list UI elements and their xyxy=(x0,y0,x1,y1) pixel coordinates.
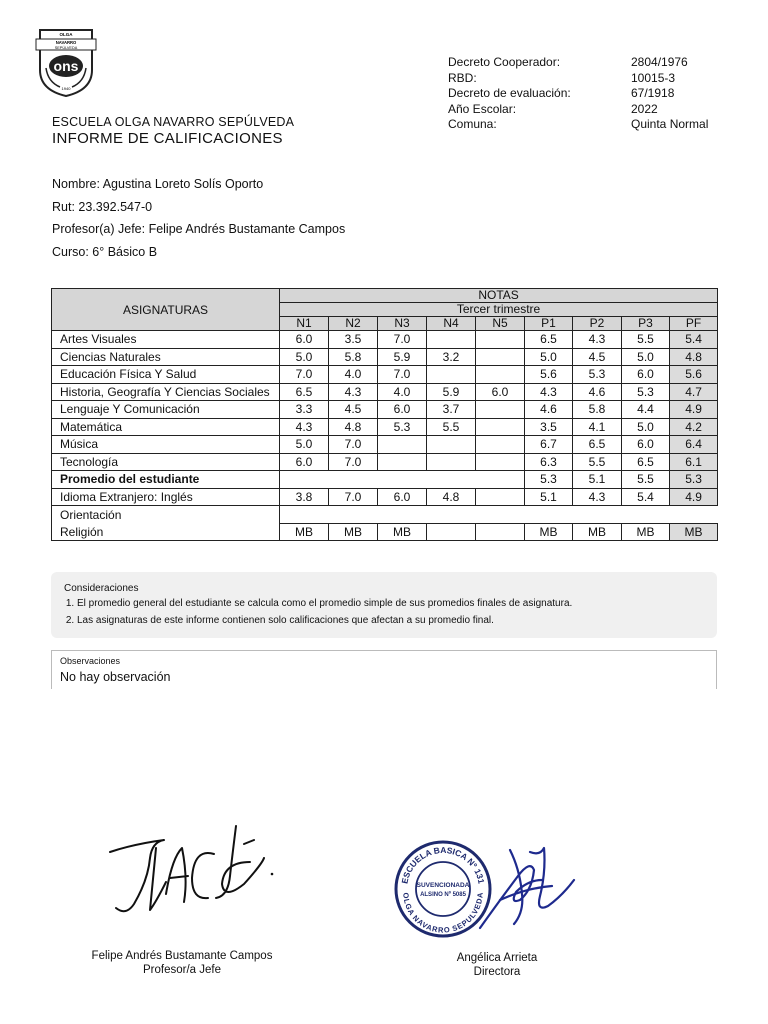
grade-cell xyxy=(378,436,427,454)
subject-name: Matemática xyxy=(52,418,280,436)
logo-line1: OLGA xyxy=(59,32,73,37)
grade-cell xyxy=(427,453,476,471)
grade-cell: 6.3 xyxy=(525,453,573,471)
table-row xyxy=(52,523,718,541)
grade-cell: 3.5 xyxy=(525,418,573,436)
logo-year: 1940 xyxy=(61,86,71,91)
grade-cell: 4.0 xyxy=(378,383,427,401)
observations-value: No hay observación xyxy=(60,670,171,684)
grade-cell xyxy=(378,453,427,471)
signer-role: Profesor/a Jefe xyxy=(143,963,221,976)
meta-value: Quinta Normal xyxy=(631,117,709,131)
subject-name: Idioma Extranjero: Inglés xyxy=(52,488,280,506)
grade-cell: 4.6 xyxy=(573,383,622,401)
grade-cell: 6.0 xyxy=(622,366,670,384)
grade-cell: 5.8 xyxy=(329,348,378,366)
table-row xyxy=(52,331,718,349)
course: Curso: 6° Básico B xyxy=(52,245,158,259)
grade-cell xyxy=(427,331,476,349)
grade-cell: 4.0 xyxy=(329,366,378,384)
grade-cell xyxy=(427,366,476,384)
period-header: Tercer trimestre xyxy=(280,303,718,317)
grade-cell: 5.9 xyxy=(427,383,476,401)
col-header: N1 xyxy=(280,317,329,331)
table-row xyxy=(52,348,718,366)
subject-name: Música xyxy=(52,436,280,454)
grade-cell xyxy=(476,401,525,419)
final-grade-cell: 5.6 xyxy=(670,366,718,384)
grade-cell: 3.3 xyxy=(280,401,329,419)
stamp-line1: SUVENCIONADA xyxy=(416,882,470,889)
notas-header: NOTAS xyxy=(280,289,718,303)
grade-cell xyxy=(476,418,525,436)
col-header: N4 xyxy=(427,317,476,331)
observations-title: Observaciones xyxy=(60,656,121,666)
meta-label: Decreto de evaluación: xyxy=(448,86,571,100)
grade-cell: 5.3 xyxy=(378,418,427,436)
grade-cell: 4.3 xyxy=(573,488,622,506)
grade-cell: MB xyxy=(525,523,573,541)
meta-label: Decreto Cooperador: xyxy=(448,55,561,69)
school-name: ESCUELA OLGA NAVARRO SEPÚLVEDA xyxy=(52,115,295,129)
meta-label: Año Escolar: xyxy=(448,101,517,116)
grade-cell xyxy=(476,331,525,349)
final-grade-cell: 6.1 xyxy=(670,453,718,471)
subject-name: Tecnología xyxy=(52,453,280,471)
grade-cell: 3.2 xyxy=(427,348,476,366)
average-label: Promedio del estudiante xyxy=(52,471,280,489)
grade-cell: 7.0 xyxy=(378,331,427,349)
considerations-title: Consideraciones xyxy=(64,583,139,594)
considerations-list xyxy=(63,592,572,626)
grade-cell xyxy=(476,348,525,366)
grade-cell: 7.0 xyxy=(378,366,427,384)
stamp-line2: ALSINO Nº 5085 xyxy=(420,892,466,898)
grade-cell: MB xyxy=(622,523,670,541)
grade-cell: 6.0 xyxy=(622,436,670,454)
grades-table xyxy=(51,288,718,541)
grade-cell: 4.9 xyxy=(670,488,718,506)
subjects-header: ASIGNATURAS xyxy=(52,289,280,331)
grade-cell: 5.3 xyxy=(573,366,622,384)
final-grade-cell: 4.7 xyxy=(670,383,718,401)
grade-cell: MB xyxy=(670,523,718,541)
grade-cell xyxy=(476,436,525,454)
signer-role: Directora xyxy=(473,965,521,978)
grade-cell: 6.0 xyxy=(378,401,427,419)
grade-cell: MB xyxy=(329,523,378,541)
grade-cell: 7.0 xyxy=(329,436,378,454)
student-rut: Rut: 23.392.547-0 xyxy=(52,200,153,214)
grade-cell: 6.7 xyxy=(525,436,573,454)
final-grade-cell: 5.4 xyxy=(670,331,718,349)
final-grade-cell: 4.8 xyxy=(670,348,718,366)
table-row xyxy=(52,401,718,419)
grade-cell: 6.5 xyxy=(573,436,622,454)
grade-cell: 6.0 xyxy=(378,488,427,506)
final-grade-cell: 4.9 xyxy=(670,401,718,419)
grade-cell: 6.5 xyxy=(525,331,573,349)
grade-cell: 7.0 xyxy=(280,366,329,384)
meta-value: 67/1918 xyxy=(631,86,675,100)
table-row xyxy=(52,436,718,454)
grade-cell: 4.3 xyxy=(525,383,573,401)
grade-cell: 5.0 xyxy=(622,418,670,436)
grade-cell: MB xyxy=(280,523,329,541)
grade-cell: 3.5 xyxy=(329,331,378,349)
meta-value: 2022 xyxy=(631,101,658,116)
final-grade-cell: 6.4 xyxy=(670,436,718,454)
head-teacher: Profesor(a) Jefe: Felipe Andrés Bustamante Campos xyxy=(52,222,346,236)
col-header: P2 xyxy=(573,317,622,331)
grade-cell: 7.0 xyxy=(329,453,378,471)
stamp-top-text: ESCUELA BASICA Nº 131 xyxy=(399,844,487,885)
subject-name: Educación Física Y Salud xyxy=(52,366,280,384)
grade-cell: 5.8 xyxy=(573,401,622,419)
average-cell: 5.1 xyxy=(573,471,622,489)
col-header: P3 xyxy=(622,317,670,331)
average-empty xyxy=(280,471,525,489)
table-row xyxy=(52,453,718,471)
considerations-item: 2. Las asignaturas de este informe contienen solo calificaciones que afectan a su promedio final. xyxy=(77,615,572,626)
grade-cell: 6.0 xyxy=(280,453,329,471)
grade-cell: 4.6 xyxy=(525,401,573,419)
grade-cell: MB xyxy=(378,523,427,541)
subject-name: Lenguaje Y Comunicación xyxy=(52,401,280,419)
grade-cell: 4.3 xyxy=(329,383,378,401)
grade-cell: 3.8 xyxy=(280,488,329,506)
meta-label: Comuna: xyxy=(448,117,497,131)
grade-cell: 4.8 xyxy=(427,488,476,506)
table-row xyxy=(52,383,718,401)
subject-name: Orientación xyxy=(52,506,280,524)
subject-name: Artes Visuales xyxy=(52,331,280,349)
grade-cell: 4.3 xyxy=(280,418,329,436)
grade-cell: 5.0 xyxy=(280,348,329,366)
teacher-signature-caption xyxy=(82,950,282,977)
grade-cell: 5.3 xyxy=(622,383,670,401)
table-row xyxy=(52,366,718,384)
grade-cell xyxy=(427,436,476,454)
grade-cell: 6.0 xyxy=(476,383,525,401)
col-header: N3 xyxy=(378,317,427,331)
grade-cell: 5.0 xyxy=(280,436,329,454)
grade-cell xyxy=(427,523,476,541)
stamp-bottom-text: OLGA NAVARRO SEPULVEDA xyxy=(401,892,485,935)
logo-line3: SEPÚLVEDA xyxy=(54,46,78,50)
subject-name: Religión xyxy=(52,523,280,541)
meta-value: 2804/1976 xyxy=(631,55,688,69)
logo-line2: NAVARRO xyxy=(55,40,77,45)
grade-cell: 4.4 xyxy=(622,401,670,419)
grade-cell: 4.5 xyxy=(573,348,622,366)
grade-cell: 6.5 xyxy=(622,453,670,471)
document-title: INFORME DE CALIFICACIONES xyxy=(52,130,283,147)
table-row xyxy=(52,471,718,489)
grade-cell: 5.5 xyxy=(622,331,670,349)
grade-cell: 5.1 xyxy=(525,488,573,506)
subject-name: Ciencias Naturales xyxy=(52,348,280,366)
grade-cell xyxy=(476,523,525,541)
grade-cell: 5.0 xyxy=(622,348,670,366)
grade-cell: 3.7 xyxy=(427,401,476,419)
table-row xyxy=(52,506,718,524)
average-cell: 5.5 xyxy=(622,471,670,489)
grade-cell: 5.9 xyxy=(378,348,427,366)
table-row xyxy=(52,418,718,436)
grade-cell: 5.4 xyxy=(622,488,670,506)
average-final: 5.3 xyxy=(670,471,718,489)
grade-cell: 5.0 xyxy=(525,348,573,366)
observations-box xyxy=(51,650,717,689)
grade-cell: 4.5 xyxy=(329,401,378,419)
grade-cell: 4.8 xyxy=(329,418,378,436)
grade-cell xyxy=(476,453,525,471)
final-grade-cell: 4.2 xyxy=(670,418,718,436)
col-header: PF xyxy=(670,317,718,331)
grade-cell xyxy=(476,488,525,506)
grade-cell: 5.5 xyxy=(427,418,476,436)
grade-cell: 7.0 xyxy=(329,488,378,506)
director-signature-caption xyxy=(417,952,577,979)
meta-label: RBD: xyxy=(448,70,477,85)
grade-cell: 5.6 xyxy=(525,366,573,384)
logo-monogram: ons xyxy=(53,58,79,74)
col-header: N2 xyxy=(329,317,378,331)
meta-info xyxy=(448,55,708,133)
grade-cell: 4.3 xyxy=(573,331,622,349)
orientacion-empty xyxy=(280,506,718,524)
meta-value: 10015-3 xyxy=(631,70,676,85)
considerations-item: 1. El promedio general del estudiante se calcula como el promedio simple de sus promedios finales de asignatura. xyxy=(77,598,572,609)
average-cell: 5.3 xyxy=(525,471,573,489)
signer-name: Felipe Andrés Bustamante Campos xyxy=(91,950,273,962)
grade-cell: 6.5 xyxy=(280,383,329,401)
grade-cell: MB xyxy=(573,523,622,541)
school-logo xyxy=(34,24,98,98)
considerations-box xyxy=(51,572,717,638)
col-header: P1 xyxy=(525,317,573,331)
director-signature xyxy=(470,840,590,932)
signer-name: Angélica Arrieta xyxy=(456,952,538,964)
grade-cell: 5.5 xyxy=(573,453,622,471)
table-row xyxy=(52,488,718,506)
subject-name: Historia, Geografía Y Ciencias Sociales xyxy=(52,383,280,401)
grade-cell: 6.0 xyxy=(280,331,329,349)
col-header: N5 xyxy=(476,317,525,331)
grade-cell xyxy=(476,366,525,384)
teacher-signature xyxy=(104,818,280,928)
grade-cell: 4.1 xyxy=(573,418,622,436)
student-name: Nombre: Agustina Loreto Solís Oporto xyxy=(52,177,264,191)
